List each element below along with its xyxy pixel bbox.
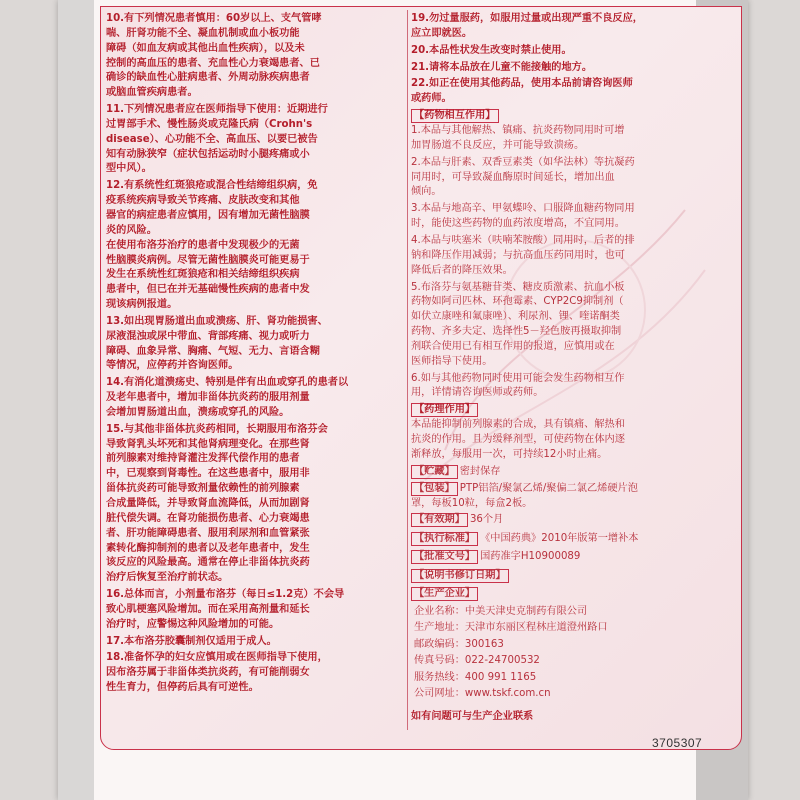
package-row-2 — [411, 496, 733, 511]
storage-value: 密封保存 — [459, 465, 501, 477]
approval-value: 国药准字H10900089 — [480, 551, 581, 563]
precaution-item-14: 14.有消化道溃疡史、特别是伴有出血或穿孔的患者以 及老年患者中，增加非甾体抗炎药的服用剂量 会增加胃肠道出血，溃疡或穿孔的风险。 — [106, 377, 349, 418]
standard-label: 【执行标准】 — [411, 532, 478, 546]
precaution-item-19: 19.勿过量服药，如服用过量或出现严重不良反应， 应立即就医。 — [411, 13, 643, 39]
left-column — [106, 12, 400, 696]
interaction-item-2: 2.本品与肝素、双香豆素类（如华法林）等抗凝药 同用时，可导致凝血酶原时间延长，增加出血 倾向。 — [411, 156, 635, 198]
validity-row — [411, 511, 733, 530]
package-value-2: 罩，每板10粒，每盒2板。 — [411, 498, 533, 510]
approval-row — [411, 548, 733, 567]
sheet-left-margin — [58, 0, 94, 800]
precaution-item-20: 20.本品性状发生改变时禁止使用。 — [411, 44, 572, 56]
precaution-item-15: 15.与其他非甾体抗炎药相同，长期服用布洛芬会 导致肾乳头坏死和其他肾病理变化。在那些肾 前列腺素对维持肾灌注发挥代偿作用的患者 中，已观察到肾毒性。在这些患者中，服用非 甾体抗炎药可能导致剂量依赖性的前列腺素 合成量降低，并导致肾血流降低，从而加剧肾 脏代偿失调。在肾功能损伤患者、心力衰竭患 者、肝功能障碍患者、服用利尿剂和血管紧张 素转化酶抑制剂的患者以及老年患者中，发生 该反应的风险最高。通常在停止非甾体抗炎药 治疗后恢复至治疗前状态。 — [106, 423, 328, 584]
precaution-item-22: 22.如正在使用其他药品，使用本品前请咨询医师 或药师。 — [411, 78, 633, 105]
manufacturer-row — [411, 585, 733, 604]
company-name: 企业名称：中美天津史克制药有限公司 — [414, 605, 588, 617]
fax-number: 传真号码：022-24700532 — [414, 655, 540, 667]
interaction-item-6: 6.如与其他药物同时使用可能会发生药物相互作 用，详情请咨询医师或药师。 — [411, 372, 625, 399]
package-label: 【包装】 — [411, 482, 458, 496]
company-address: 生产地址：天津市东丽区程林庄道澄州路口 — [414, 622, 608, 634]
interaction-item-1: 1.本品与其他解热、镇痛、抗炎药物同用时可增 加胃肠道不良反应，并可能导致溃疡。 — [411, 125, 625, 151]
precaution-item-11: 11.下列情况患者应在医师指导下使用：近期进行 过胃部手术、慢性肠炎或克隆氏病（Crohn's disease）、心功能不全、高血压、以要已被告 知有动脉狭窄（症状包括运动时小腿疼痛或小 型中风）。 — [106, 104, 328, 175]
package-value-1: PTP铝箔/聚氯乙烯/聚偏二氯乙烯硬片泡 — [459, 483, 638, 495]
validity-label: 【有效期】 — [411, 513, 468, 527]
standard-value: 《中国药典》2010年版第一增补本 — [480, 532, 639, 544]
validity-value: 36个月 — [469, 514, 504, 526]
interaction-heading-label: 【药物相互作用】 — [411, 109, 499, 123]
precaution-item-13: 13.如出现胃肠道出血或溃疡、肝、肾功能损害、 尿液混浊或尿中带血、背部疼痛、视力或听力 障碍、血象异常、胸痛、气短、无力、言语含糊 等情况，应停药并咨询医师。 — [106, 315, 328, 372]
precaution-item-21: 21.请将本品放在儿童不能接触的地方。 — [411, 61, 593, 73]
contact-note: 如有问题可与生产企业联系 — [411, 710, 534, 722]
company-website: 公司网址：www.tskf.com.cn — [414, 688, 551, 700]
interaction-item-4: 4.本品与呋塞米（呋喃苯胺酸）同用时，后者的排 钠和降压作用减弱；与抗高血压药同用时，也可 降低后者的降压效果。 — [411, 234, 635, 276]
package-row — [411, 481, 733, 496]
pharmacology-heading — [411, 402, 733, 417]
standard-row — [411, 530, 733, 549]
leaflet-code: 3705307 — [652, 736, 703, 750]
revision-label: 【说明书修订日期】 — [411, 569, 509, 583]
storage-label: 【贮藏】 — [411, 465, 458, 479]
precaution-item-10: 10.有下列情况患者慎用：60岁以上、支气管哮 喘、肝肾功能不全、凝血机制或血小板功能 障碍（如血友病或其他出血性疾病），以及未 控制的高血压的患者、充血性心力衰竭患者、已 确诊的缺血性心脏病患者、外周动脉疾病患者 或脑血管疾病患者。 — [106, 13, 322, 99]
column-divider — [407, 10, 408, 730]
interaction-heading — [411, 108, 733, 123]
pharmacology-text: 本品能抑制前列腺素的合成，具有镇痛、解热和 抗炎的作用。且为缓释剂型，可使药物在体内逐 渐释放，每服用一次，可持续12小时止痛。 — [411, 419, 625, 460]
postal-code: 邮政编码：300163 — [414, 638, 504, 650]
interaction-item-5: 5.布洛芬与氨基糖苷类、糖皮质激素、抗血小板 药物如阿司匹林、环孢霉素、CYP2C9抑制剂（ 如伏立康唑和氟康唑）、利尿剂、锂、喹诺酮类 药物、齐多夫定、选择性5－羟色胺再摄取抑制 剂联合使用已有相互作用的报道，应慎用或在 医师指导下使用。 — [411, 281, 625, 367]
right-column — [411, 12, 733, 725]
precaution-item-12: 12.有系统性红斑狼疮或混合性结缔组织病，免 疫系统疾病导致关节疼痛、皮肤改变和其他 器官的病症患者应慎用，因有增加无菌性脑膜 炎的风险。 在使用布洛芬治疗的患者中发现极少的无菌 性脑膜炎病例。尽管无菌性脑膜炎可能更易于 发生在系统性红斑狼疮和相关结缔组织疾病 患者中，但已在并无基础慢性疾病的患者中发 现该病例报道。 — [106, 180, 318, 311]
service-hotline: 服务热线：400 991 1165 — [414, 671, 537, 683]
approval-label: 【批准文号】 — [411, 550, 478, 564]
precaution-item-16: 16.总体而言，小剂量布洛芬（每日≤1.2克）不会导 致心肌梗塞风险增加。而在采用高剂量和延长 治疗时，应警惕这种风险增加的可能。 — [106, 589, 345, 630]
storage-row — [411, 463, 733, 482]
precaution-item-17: 17.本布洛芬胶囊制剂仅适用于成人。 — [106, 635, 277, 647]
manufacturer-label: 【生产企业】 — [411, 587, 478, 601]
pharmacology-heading-label: 【药理作用】 — [411, 403, 478, 417]
interaction-item-3: 3.本品与地高辛、甲氨蝶呤、口服降血糖药物同用 时，能使这些药物的血药浓度增高，不宜同用。 — [411, 203, 635, 230]
precaution-item-18: 18.准备怀孕的妇女应慎用或在医师指导下使用， 因布洛芬属于非甾体类抗炎药，有可能削弱女 性生育力，但停药后具有可逆性。 — [106, 652, 328, 694]
revision-row — [411, 567, 733, 586]
